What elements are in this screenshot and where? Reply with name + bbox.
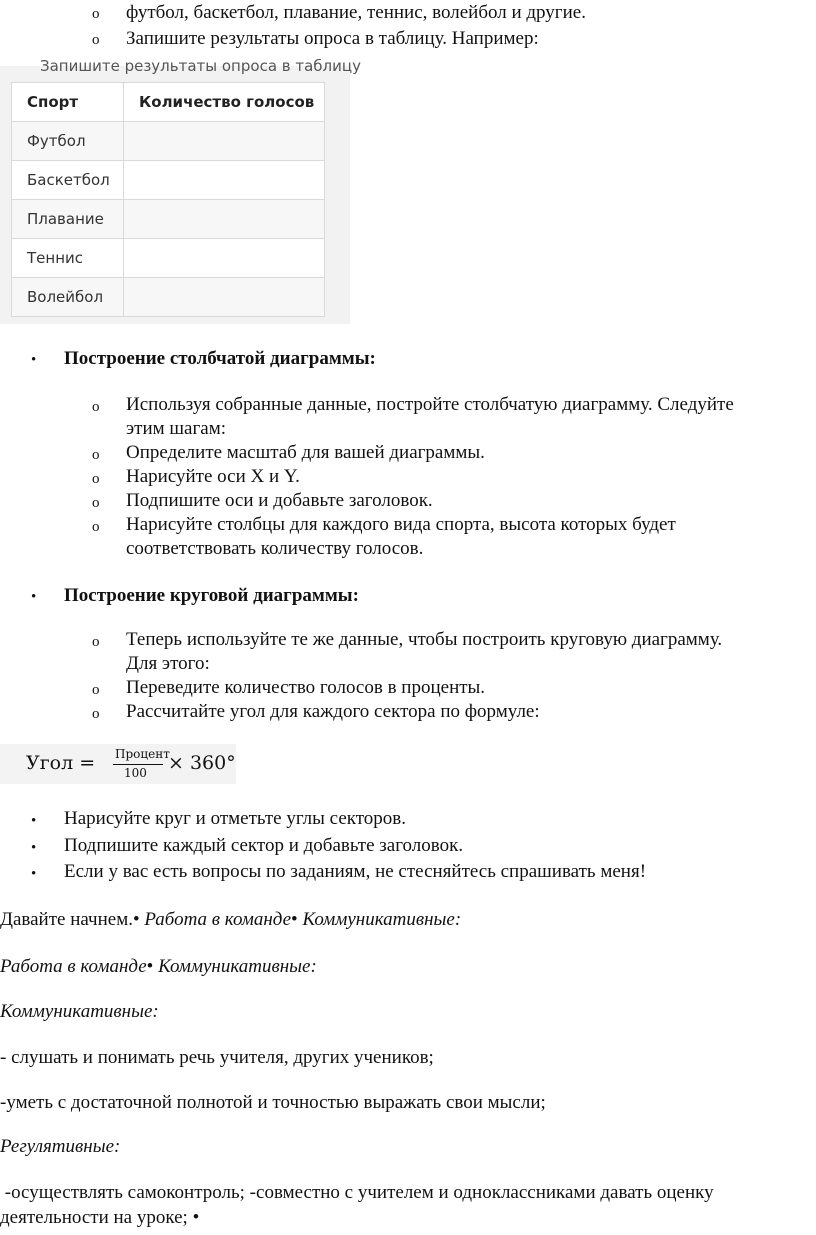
- votes-table: [11, 82, 325, 317]
- list-item-continued: соответствовать количеству голосов.: [126, 538, 424, 559]
- list-marker: o: [92, 471, 100, 487]
- selfcontrol-text: деятельности на уроке;: [0, 1207, 193, 1228]
- list-item: Определите масштаб для вашей диаграммы.: [126, 442, 485, 463]
- communicative-text: Коммуникативные:: [302, 909, 462, 930]
- table-cut-caption: Запишите результаты опроса в таблицу: [40, 57, 361, 75]
- header-votes: Количество голосов: [124, 83, 325, 122]
- list-item: Подпишите каждый сектор и добавьте заголовок.: [64, 835, 464, 856]
- list-item: Нарисуйте оси X и Y.: [126, 466, 300, 487]
- list-item: Переведите количество голосов в проценты.: [126, 677, 486, 698]
- list-marker: o: [92, 682, 100, 698]
- list-item: Запишите результаты опроса в таблицу. Например:: [126, 28, 539, 49]
- skill-selfcontrol: -осуществлять самоконтроль; -совместно с учителем и одноклассниками давать оценку: [0, 1182, 714, 1203]
- skill-listen: - слушать и понимать речь учителя, других учеников;: [0, 1047, 434, 1068]
- inline-bullet: •: [146, 956, 154, 977]
- list-item: Нарисуйте круг и отметьте углы секторов.: [64, 808, 407, 829]
- sport-cell: Теннис: [12, 239, 124, 278]
- bullet-marker: •: [31, 589, 37, 605]
- regulative-heading: Регулятивные:: [0, 1136, 121, 1157]
- inline-bullet: •: [192, 1207, 200, 1228]
- table-header-row: [12, 83, 325, 122]
- list-item: Если у вас есть вопросы по заданиям, не стесняйтесь спрашивать меня!: [64, 861, 647, 882]
- bullet-marker: •: [31, 813, 37, 829]
- list-item: Рассчитайте угол для каждого сектора по формуле:: [126, 701, 540, 722]
- team-work-line: [0, 956, 317, 978]
- votes-cell: [124, 122, 325, 161]
- formula-numerator: Процент: [115, 747, 170, 761]
- bullet-marker: •: [31, 866, 37, 882]
- section-title-pie: Построение круговой диаграммы:: [64, 585, 359, 606]
- formula-rhs: × 360°: [168, 752, 236, 774]
- list-marker: o: [92, 447, 100, 463]
- list-item: Теперь используйте те же данные, чтобы построить круговую диаграмму.: [126, 629, 723, 650]
- list-marker: o: [92, 634, 100, 650]
- list-item: Используя собранные данные, постройте столбчатую диаграмму. Следуйте: [126, 394, 734, 415]
- team-work-text: Работа в команде: [144, 909, 292, 930]
- list-marker: o: [92, 6, 100, 22]
- sport-cell: Плавание: [12, 200, 124, 239]
- formula-denominator: 100: [124, 766, 147, 780]
- table-row: [12, 278, 325, 317]
- start-line: [0, 909, 461, 931]
- communicative-text: Коммуникативные:: [158, 956, 317, 977]
- skill-selfcontrol-continued: [0, 1207, 199, 1229]
- table-row: [12, 239, 325, 278]
- team-work-text: Работа в команде: [0, 956, 147, 977]
- inline-bullet: •: [132, 909, 140, 930]
- angle-formula: [0, 744, 236, 784]
- sport-cell: Баскетбол: [12, 161, 124, 200]
- header-sport: Спорт: [12, 83, 124, 122]
- table-row: [12, 122, 325, 161]
- list-item: футбол, баскетбол, плавание, теннис, волейбол и другие.: [126, 2, 586, 23]
- list-marker: o: [92, 495, 100, 511]
- inline-bullet: •: [291, 909, 298, 930]
- section-title-bar: Построение столбчатой диаграммы:: [64, 348, 376, 369]
- formula-fraction-bar: [113, 764, 163, 765]
- votes-cell: [124, 239, 325, 278]
- bullet-marker: •: [31, 352, 37, 368]
- table-row: [12, 200, 325, 239]
- list-marker: o: [92, 706, 100, 722]
- formula-lhs: Угол =: [26, 752, 96, 774]
- communicative-heading: Коммуникативные:: [0, 1001, 159, 1022]
- list-item: Подпишите оси и добавьте заголовок.: [126, 490, 433, 511]
- list-item-continued: этим шагам:: [126, 418, 226, 439]
- skill-express: -уметь с достаточной полнотой и точностью выражать свои мысли;: [0, 1092, 546, 1113]
- list-item-continued: Для этого:: [126, 653, 210, 674]
- bullet-marker: •: [31, 840, 37, 856]
- list-item: Нарисуйте столбцы для каждого вида спорта, высота которых будет: [126, 514, 676, 535]
- votes-cell: [124, 200, 325, 239]
- table-row: [12, 161, 325, 200]
- votes-cell: [124, 278, 325, 317]
- sport-cell: Футбол: [12, 122, 124, 161]
- list-marker: o: [92, 519, 100, 535]
- sport-cell: Волейбол: [12, 278, 124, 317]
- list-marker: o: [92, 399, 100, 415]
- list-marker: o: [92, 32, 100, 48]
- votes-cell: [124, 161, 325, 200]
- start-text: Давайте начнем.: [0, 909, 133, 930]
